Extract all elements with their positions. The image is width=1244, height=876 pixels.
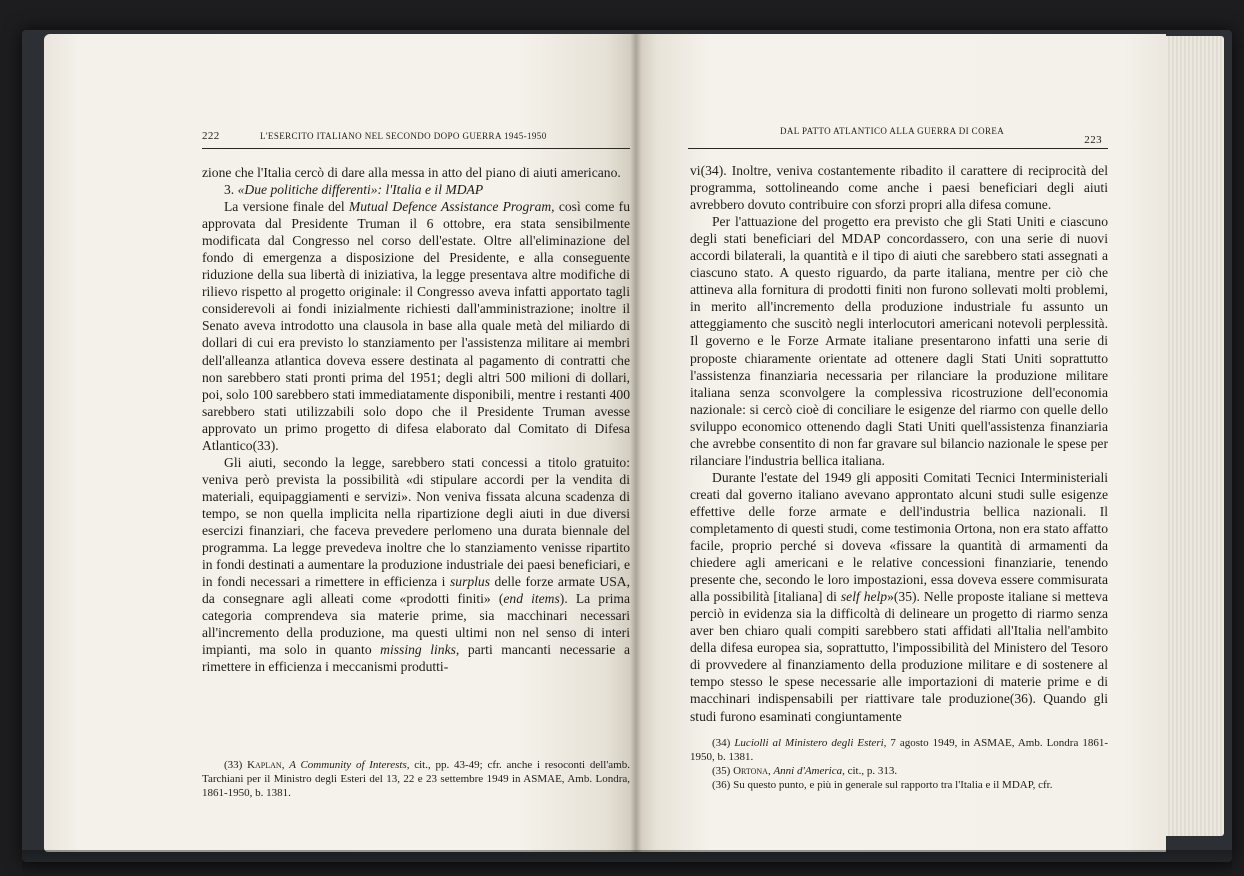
footnote-34 [690,736,1108,764]
italic-run: self help [840,589,888,605]
section-number: 3. [224,182,235,198]
left-running-head [202,130,630,149]
footnote-35 [690,764,1108,778]
footnote-33 [202,758,630,800]
table-shadow [22,850,1232,876]
italic-run: surplus [449,574,491,590]
right-paragraph-2 [690,469,1108,725]
right-running-title: DAL PATTO ATLANTICO ALLA GUERRA DI COREA [780,126,1005,136]
italic-run: missing links, [380,642,460,658]
footnote-title: Luciolli al Ministero degli Esteri, [734,737,887,749]
footnote-text: cit., p. 313. [844,765,898,777]
left-footnotes [202,758,630,800]
right-opening-paragraph: vi(34). Inoltre, veniva costantemente ribadito il carattere di reciprocità del programma, sottolineando come anche i paesi beneficiari degli aiuti avrebbero dovuto contribuire con sforzi propri alla difesa comune. [690,163,1108,213]
left-opening-paragraph: zione che l'Italia cercò di dare alla messa in atto del piano di aiuti americano. [202,165,621,180]
right-page [636,34,1166,852]
left-body-text [202,164,630,675]
text-run: ). La prima categoria comprendeva sia materie prime, sia macchinari necessari all'incremento della produzione, ma questi ultimi non nel senso di interi impianti, ma solo in quanto [202,591,630,658]
left-paragraph-2 [202,454,630,676]
footnote-title: Anni d'America, [773,765,845,777]
right-body-text [690,162,1108,725]
section-title: «Due politiche differenti»: l'Italia e il MDAP [237,182,484,198]
footnote-number: (35) [712,765,731,777]
left-running-title: L'ESERCITO ITALIANO NEL SECONDO DOPO GUERRA 1945-1950 [260,131,547,141]
footnote-number: (33) [224,759,243,771]
left-page-number: 222 [202,130,220,142]
footnote-author: Ortona, [733,765,771,777]
text-run: Durante l'estate del 1949 gli appositi Comitati Tecnici Interministeriali creati dal governo italiano avevano approntato alcuni studi sulle esigenze effettive delle forze armate e dell'industria bellica nazionali. Il completamento di questi studi, come testimonia Ortona, non era stato affatto facile, proprio perché si doveva «fissare la quantità di armamenti da chiedere agli americani e le relative concessioni finanziarie, tenendo presente che, secondo le loro impostazioni, essa doveva essere commisurata alla possibilità [italiana] di [690,469,1108,605]
right-paragraph-1: Per l'attuazione del progetto era previsto che gli Stati Uniti e ciascuno degli stati beneficiari del MDAP concordassero, con una serie di nuovi accordi bilaterali, la quantità e il tipo di aiuti che sarebbero stati assegnati a ciascuno stato. A questo riguardo, da parte italiana, mentre per ciò che attineva alla fornitura di prodotti finiti non furono sollevati molti problemi, in merito all'incremento della produzione industriale fu assunto un atteggiamento che suscitò negli interlocutori americani notevoli perplessità. Il governo e le Forze Armate italiane presentarono infatti una serie di proposte chiaramente orientate ad ottenere dagli Stati Uniti soprattutto l'assistenza finanziaria necessaria per rilanciare la produzione militare italiana senza sconvolgere la complessiva ricostruzione dell'economia nazionale: si cercò cioè di conciliare le esigenze del riarmo con quelle dello sviluppo economico ottenendo dagli Stati Uniti quell'assistenza finanziaria che avrebbe consentito di non far gravare sul bilancio nazionale le spese per rilanciare l'industria bellica italiana. [690,214,1108,468]
left-paragraph-1 [202,198,630,454]
italic-run: Mutual Defence Assistance Program, [348,199,555,215]
section-heading [202,181,630,198]
footnote-number: (34) [712,737,731,749]
footnote-text: 7 agosto 1949, in ASMAE, Amb. Londra 1861-1950, b. 1381. [690,737,1108,763]
footnote-title: A Community of Interests, [289,759,410,771]
right-page-number: 223 [1084,134,1102,146]
page-edges [1158,36,1224,836]
footnote-text: Su questo punto, e più in generale sul rapporto tra l'Italia e il MDAP, cfr. [733,779,1053,791]
italic-run: end items [503,591,560,607]
right-running-head [688,126,1108,149]
text-run: parti mancanti necessarie a rimettere in efficienza i meccanismi produtti- [202,642,630,675]
text-run: La versione finale del [224,199,349,215]
text-run: delle forze armate USA, da consegnare agli alleati come «prodotti finiti» ( [202,574,630,607]
text-run: così come fu approvata dal Presidente Truman il 6 ottobre, era stata sensibilmente modificata dal Congresso nel corso dell'estate. Oltre all'eliminazione del fondo di emergenza a disposizione del Presidente, e alla conseguente riduzione della sua libertà di iniziativa, la legge presentava altre modifiche di rilievo rispetto al progetto originale: il Congresso aveva infatti apportato tagli considerevoli ai fondi inizialmente richiesti dall'amministrazione; inoltre il Senato aveva introdotto una clausola in base alla quale metà del miliardo di dollari di cui era previsto lo stanziamento per l'assistenza militare ai membri dell'alleanza atlantica doveva essere destinata al pagamento di contratti che non sarebbero stati pronti prima del 1951; degli altri 500 milioni di dollari, poi, solo 100 sarebbero stati immediatamente disponibili, mentre i restanti 400 sarebbero stati utilizzabili solo dopo che il Presidente Truman avesse approvato un primo progetto di difesa elaborato dal Comitato di Difesa Atlantico(33). [202,199,630,453]
footnote-author: Kaplan, [247,759,285,771]
footnote-text: cit., pp. 43-49; cfr. anche i resoconti dell'amb. Tarchiani per il Ministro degli Esteri del 13, 22 e 23 settembre 1949 in ASMAE, Amb. Londra, 1861-1950, b. 1381. [202,759,630,799]
text-run: Gli aiuti, secondo la legge, sarebbero stati concessi a titolo gratuito: veniva però prevista la possibilità «di stipulare accordi per la vendita di materiali, equipaggiamenti e servizi». Non veniva fissata alcuna scadenza di tempo, se non quella implicita nella ripartizione degli aiuti in due diversi esercizi finanziari, che faceva prevedere perlomeno una durata biennale del programma. La legge prevedeva inoltre che lo stanziamento venisse ripartito in fondi destinati a aumentare la produzione industriale dei paesi beneficiari, e in fondi necessari a rimettere in efficienza i [202,454,630,590]
right-footnotes [690,736,1108,792]
footnote-number: (36) [712,779,731,791]
book-gutter [630,34,642,852]
text-run: »(35). Nelle proposte italiane si metteva perciò in evidenza sia la difficoltà di delineare un progetto di riarmo senza aver ben chiaro quali compiti sarebbero stati affidati all'Italia nell'ambito della difesa europea sia, soprattutto, l'impossibilità del Ministero del Tesoro di provvedere al finanziamento della produzione militare e di sostenere al tempo stesso le spese necessarie alle importazioni di materie prime e di macchinari indispensabili per riattivare tale produzione(36). Quando gli studi furono esaminati congiuntamente [690,589,1108,724]
left-page [44,34,636,852]
footnote-36 [690,778,1108,792]
